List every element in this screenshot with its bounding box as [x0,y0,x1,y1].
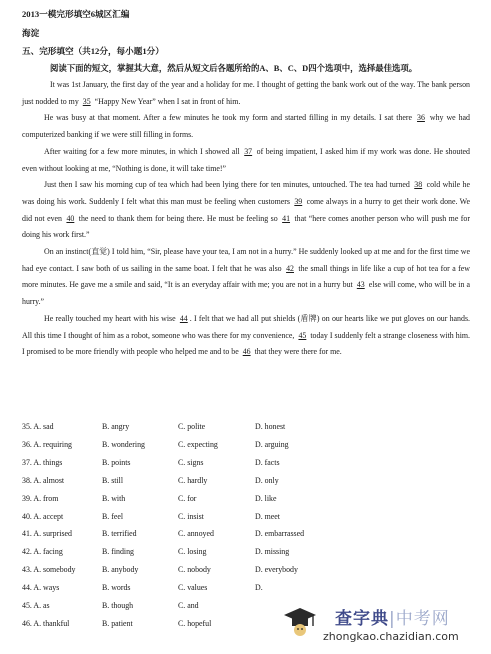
doc-title: 2013一模完形填空6城区汇编 [22,9,130,19]
instruction-text: 阅读下面的短文，掌握其大意，然后从短文后各题所给的A、B、C、D四个选项中，选择最佳选项。 [50,64,418,73]
option-d: D. [255,583,263,593]
option-row [22,476,472,492]
option-b: B. angry [102,422,130,431]
passage-text: cold while he was doing his work. Suddenly I felt what this man must be feeling when customers [22,180,470,206]
passage-text: It was 1st January, the first day of the year and a holiday for me. I thought of getting the bank work out of the way. The bank person just nodded to my [22,80,470,106]
watermark-title-sub: 中考网 [395,609,450,629]
section-heading: 五、完形填空（共12分，每小题1分） [22,46,164,56]
blank-number: 44 [179,313,188,323]
blank-number: 43 [356,280,365,290]
passage-paragraph [22,110,470,143]
option-b: B. words [102,583,131,593]
watermark-title [335,604,450,629]
option-row [22,583,472,599]
blank-number: 42 [286,263,294,273]
option-b: B. feel [102,511,124,521]
passage-text: today I suddenly felt a strange closeness with him. I promised to be more friendly with people who helped me and to be [22,330,470,357]
passage-text: of being impatient, I asked him if my work was done. He shouted even without looking at me, “Nothing is done, it will take time!” [22,146,471,173]
district-label: 海淀 [22,28,40,38]
option-d: D. honest [255,422,286,431]
option-a: 45. A. as [22,601,50,610]
passage-text: . I felt that we had all put shields (盾牌) on our hearts like we put gloves on our hands. All this time I thought of him as a robot, someone who was there for my convenience, [22,313,470,340]
option-row [22,565,472,581]
blank-number: 40 [66,213,75,223]
passage-paragraph [22,177,470,244]
option-b: B. points [102,457,131,467]
option-c: C. values [178,583,208,593]
blank-number: 39 [294,196,303,206]
option-c: C. hopeful [178,618,212,628]
blank-number: 38 [414,180,423,190]
graduation-cap-icon [283,604,317,638]
option-b: B. finding [102,547,135,557]
option-c: C. expecting [178,439,218,449]
option-b: B. patient [102,618,133,628]
option-d: D. everybody [255,565,298,575]
option-row [22,458,472,474]
watermark-divider: | [389,609,396,629]
option-row [22,422,472,438]
option-c: C. for [178,493,197,503]
option-b: B. wondering [102,439,145,449]
option-c: C. annoyed [178,529,214,539]
option-a: 42. A. facing [22,547,63,557]
option-c: C. hardly [178,475,208,485]
watermark-url: zhongkao.chazidian.com [323,630,459,643]
passage-text: else will come, who will be in a hurry.” [22,280,470,307]
passage-paragraph [22,77,470,110]
option-c: C. nobody [178,565,211,575]
option-a: 38. A. almost [22,475,65,485]
watermark-title-main: 查字典 [335,609,389,629]
passage-text: that “here comes another person who will push me for doing his work first.” [22,213,470,240]
passage-paragraph [22,244,470,311]
blank-number: 41 [282,213,291,223]
option-d: D. facts [255,457,280,467]
passage-paragraph [22,311,470,361]
blank-number: 36 [417,113,425,123]
option-a: 41. A. surprised [22,529,72,539]
option-c: C. polite [178,422,206,431]
passage-text: the need to thank them for being there. He must be feeling so [76,213,281,223]
option-b: B. though [102,601,134,610]
option-a: 40. A. accept [22,511,64,521]
passage-text: He really touched my heart with his wise [44,313,178,323]
passage-text: “Happy New Year” when I sat in front of him. [92,96,241,106]
passage-text: On an instinct(直觉) I told him, “Sir, please have your tea, I am not in a hurry.” He suddenly looked up at me and for the first time we had eye contact. I saw both of us sailing in the same boat. I felt that he was also [22,247,470,273]
option-a: 36. A. requiring [22,439,72,449]
option-c: C. insist [178,511,204,521]
option-a: 37. A. things [22,457,63,467]
option-d: D. only [255,475,279,485]
passage-text: the small things in life like a cup of hot tea for a few more minutes. He gave me a smile and said, “It is an everyday affair with me; you are not in a hurry but [22,263,470,290]
passage-text: that they were there for me. [252,347,342,357]
option-b: B. still [102,475,124,485]
option-b: B. anybody [102,565,139,575]
option-c: C. losing [178,547,207,557]
option-row [22,440,472,456]
option-c: C. signs [178,457,204,467]
passage-text: He was busy at that moment. After a few minutes he took my form and started filling in my details. I sat there [44,113,416,123]
option-b: B. with [102,493,126,503]
option-row [22,494,472,510]
blank-number: 37 [244,146,253,156]
option-d: D. like [255,493,277,503]
watermark-logo [283,600,483,650]
option-d: D. missing [255,547,290,557]
blank-number: 35 [82,96,91,106]
passage-text: why we had computerized banking if we were still filling in forms. [22,113,470,140]
option-c: C. and [178,601,199,610]
option-row [22,529,472,545]
option-row [22,512,472,528]
option-d: D. meet [255,511,280,521]
option-d: D. arguing [255,439,289,449]
option-a: 43. A. somebody [22,565,76,575]
option-b: B. terrified [102,529,137,539]
passage-text: come always in a hurry to get their work done. We did not even [22,196,471,223]
option-d: D. embarrassed [255,529,305,539]
option-a: 44. A. ways [22,583,60,593]
passage-text: Just then I saw his morning cup of tea which had been lying there for ten minutes, untouched. The tea had turned [44,180,413,190]
cloze-passage [22,77,470,361]
option-a: 35. A. sad [22,422,54,431]
option-a: 46. A. thankful [22,618,70,628]
blank-number: 46 [242,347,251,357]
passage-paragraph [22,144,470,177]
passage-text: After waiting for a few more minutes, in which I showed all [44,146,243,156]
blank-number: 45 [298,330,307,340]
option-a: 39. A. from [22,493,59,503]
option-row [22,547,472,563]
